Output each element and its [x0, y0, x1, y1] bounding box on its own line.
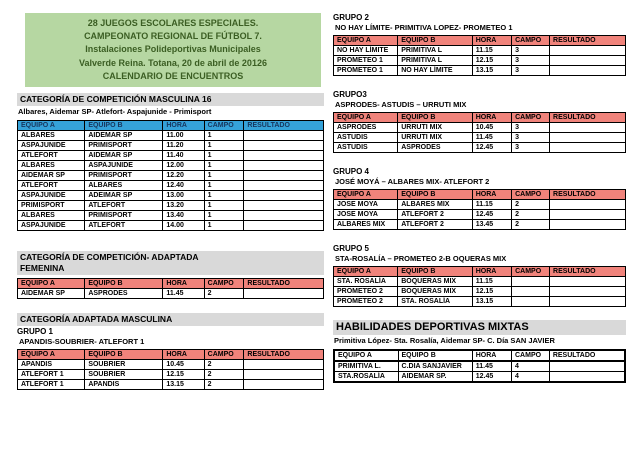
match-cell: 1 — [204, 171, 244, 181]
group-block-grupo3 — [333, 89, 626, 153]
match-row — [18, 131, 324, 141]
section-heading-adaptada-femenina — [17, 251, 324, 275]
match-cell: AIDEMAR SP — [18, 289, 85, 299]
column-header: CAMPO — [204, 350, 244, 360]
match-cell — [244, 370, 324, 380]
header-line-games: 28 JUEGOS ESCOLARES ESPECIALES. — [87, 18, 259, 28]
match-cell: APANDIS — [18, 360, 85, 370]
match-cell: ATLEFORT — [85, 201, 163, 211]
match-cell: 12.45 — [472, 210, 511, 220]
match-cell — [244, 360, 324, 370]
match-cell: AIDEMAR SP — [18, 171, 85, 181]
match-cell — [550, 220, 626, 230]
match-cell: 1 — [204, 151, 244, 161]
match-cell: ATLEFORT — [18, 151, 85, 161]
match-cell: URRUTI MIX — [398, 123, 472, 133]
match-row — [334, 123, 626, 133]
match-row — [18, 161, 324, 171]
right-column — [333, 12, 626, 383]
match-cell: 1 — [204, 161, 244, 171]
match-cell: 12.40 — [163, 181, 204, 191]
column-header: EQUIPO B — [85, 279, 163, 289]
column-header: CAMPO — [512, 36, 550, 46]
match-cell — [512, 277, 550, 287]
schedule-table-grupo4 — [333, 189, 626, 230]
match-cell: ASTUDIS — [334, 143, 398, 153]
left-column — [17, 93, 324, 390]
match-row — [334, 287, 626, 297]
column-header: EQUIPO B — [85, 121, 163, 131]
match-cell: 1 — [204, 221, 244, 231]
match-cell: 3 — [512, 66, 550, 76]
match-row — [18, 191, 324, 201]
match-row — [18, 151, 324, 161]
match-cell: 1 — [204, 141, 244, 151]
match-cell: ATLEFORT — [18, 181, 85, 191]
schedule-table-grupo3 — [333, 112, 626, 153]
table-header-row — [334, 350, 625, 361]
match-row — [334, 361, 625, 372]
match-row — [334, 297, 626, 307]
column-header: HORA — [472, 350, 511, 361]
match-row — [334, 210, 626, 220]
match-cell: ATLEFORT 2 — [398, 220, 472, 230]
match-cell: 1 — [204, 201, 244, 211]
match-cell — [244, 380, 324, 390]
match-cell: 4 — [512, 361, 550, 372]
match-cell: 3 — [512, 133, 550, 143]
match-cell: 1 — [204, 211, 244, 221]
match-cell: 3 — [512, 143, 550, 153]
match-cell — [244, 141, 324, 151]
column-header: EQUIPO A — [334, 113, 398, 123]
column-header: HORA — [472, 36, 511, 46]
match-cell: 3 — [512, 46, 550, 56]
column-header: HORA — [472, 267, 511, 277]
match-cell: C.DIA SANJAVIER — [398, 361, 472, 372]
match-cell: 3 — [512, 123, 550, 133]
habilidades-teams-subtitle: Primitiva López- Sta. Rosalía, Aidemar SP- C. Día SAN JAVIER — [334, 336, 555, 345]
match-cell: PROMETEO 1 — [334, 66, 398, 76]
group-teams-grupo1: APANDIS-SOUBRIER- ATLEFORT 1 — [19, 337, 145, 346]
group-teams-grupo3: ASPRODES- ASTUDIS – URRUTI MIX — [335, 100, 467, 109]
table-header-row — [18, 121, 324, 131]
table-header-row — [334, 190, 626, 200]
group-block-grupo5 — [333, 243, 626, 307]
match-cell: ASPRODES — [85, 289, 163, 299]
group-teams-grupo4: JOSÉ MOYÁ – ALBARES MIX- ATLEFORT 2 — [335, 177, 490, 186]
match-cell: ASPRODES — [334, 123, 398, 133]
match-cell: ALBARES — [18, 131, 85, 141]
group-teams-grupo5: STA-ROSALÍA – PROMETEO 2-B OQUERAS MIX — [335, 254, 507, 263]
column-header: EQUIPO A — [334, 267, 398, 277]
match-row — [334, 66, 626, 76]
match-row — [334, 46, 626, 56]
match-cell — [512, 297, 550, 307]
group-label-grupo1: GRUPO 1 — [17, 327, 54, 336]
match-cell — [244, 221, 324, 231]
header-line-calendar: CALENDARIO DE ENCUENTROS — [102, 70, 244, 81]
match-cell: 11.15 — [472, 277, 511, 287]
match-cell — [550, 143, 626, 153]
column-header: CAMPO — [512, 267, 550, 277]
match-cell: 11.45 — [472, 133, 511, 143]
column-header: EQUIPO B — [398, 113, 472, 123]
match-cell: STA. ROSALÍA — [334, 277, 398, 287]
match-cell: NO HAY LÍMITE — [334, 46, 398, 56]
column-header: EQUIPO A — [334, 190, 398, 200]
match-row — [334, 220, 626, 230]
match-cell: 4 — [512, 372, 550, 383]
match-cell — [550, 66, 626, 76]
match-row — [18, 171, 324, 181]
column-header: RESULTADO — [244, 279, 324, 289]
match-cell: STA.ROSALÍA — [334, 372, 398, 383]
match-cell: SOUBRIER — [85, 360, 163, 370]
match-cell — [244, 211, 324, 221]
match-cell: ALBARES — [18, 161, 85, 171]
match-cell: STA. ROSALÍA — [398, 297, 472, 307]
match-cell: ATLEFORT 2 — [398, 210, 472, 220]
match-row — [18, 360, 324, 370]
schedule-table-masculina — [17, 120, 324, 231]
match-cell: URRUTI MIX — [398, 133, 472, 143]
match-cell — [244, 151, 324, 161]
table-header-row — [334, 113, 626, 123]
match-cell: 11.45 — [472, 361, 511, 372]
column-header: EQUIPO A — [18, 279, 85, 289]
match-cell — [550, 56, 626, 66]
match-cell: ASPAJUNIDE — [18, 191, 85, 201]
match-cell: 2 — [512, 200, 550, 210]
match-cell — [550, 200, 626, 210]
match-cell — [512, 287, 550, 297]
match-cell — [550, 123, 626, 133]
match-cell: 14.00 — [163, 221, 204, 231]
column-header: RESULTADO — [550, 267, 626, 277]
match-cell — [550, 277, 626, 287]
column-header: CAMPO — [204, 121, 244, 131]
match-cell: PRIMISPORT — [85, 141, 163, 151]
match-row — [334, 143, 626, 153]
column-header: EQUIPO B — [398, 350, 472, 361]
match-cell: 12.45 — [472, 143, 511, 153]
match-row — [18, 211, 324, 221]
match-cell: 2 — [204, 289, 244, 299]
match-cell: BOQUERAS MIX — [398, 287, 472, 297]
match-cell: PROMETEO 2 — [334, 297, 398, 307]
match-cell: ALBARES — [85, 181, 163, 191]
match-cell — [550, 210, 626, 220]
match-cell: 12.15 — [163, 370, 204, 380]
match-cell: PROMETEO 1 — [334, 56, 398, 66]
match-cell: AIDEMAR SP. — [398, 372, 472, 383]
column-header: CAMPO — [512, 350, 550, 361]
match-cell: 11.15 — [472, 46, 511, 56]
match-cell: 11.40 — [163, 151, 204, 161]
match-cell: PRIMISPORT — [18, 201, 85, 211]
match-cell: 11.15 — [472, 200, 511, 210]
match-cell: 2 — [204, 360, 244, 370]
match-cell: ALBARES MIX — [398, 200, 472, 210]
group-teams-grupo2: NO HAY LÍMITE- PRIMITIVA LOPEZ- PROMETEO 1 — [335, 23, 513, 32]
match-cell: ASPRODES — [398, 143, 472, 153]
column-header: CAMPO — [204, 279, 244, 289]
match-row — [334, 200, 626, 210]
match-cell: 12.00 — [163, 161, 204, 171]
header-line-venue: Instalaciones Polideportivas Municipales — [85, 44, 261, 55]
match-cell: 13.00 — [163, 191, 204, 201]
match-cell: PRIMISPORT — [85, 171, 163, 181]
column-header: EQUIPO A — [334, 36, 398, 46]
match-cell: 12.15 — [472, 56, 511, 66]
match-cell: 2 — [512, 220, 550, 230]
match-cell: BOQUERAS MIX — [398, 277, 472, 287]
column-header: EQUIPO B — [85, 350, 163, 360]
match-cell: PROMETEO 2 — [334, 287, 398, 297]
column-header: RESULTADO — [550, 36, 626, 46]
column-header: HORA — [472, 113, 511, 123]
section-heading-habilidades: HABILIDADES DEPORTIVAS MIXTAS — [333, 320, 626, 335]
match-cell: 12.15 — [472, 287, 511, 297]
match-cell: 11.45 — [163, 289, 204, 299]
match-cell: ADEIMAR SP — [85, 191, 163, 201]
match-row — [334, 372, 625, 383]
match-cell: ASTUDIS — [334, 133, 398, 143]
column-header: EQUIPO B — [398, 267, 472, 277]
match-cell: 11.00 — [163, 131, 204, 141]
tournament-header — [25, 13, 321, 87]
match-cell: AIDEMAR SP — [85, 151, 163, 161]
schedule-table-grupo5 — [333, 266, 626, 307]
match-row — [18, 370, 324, 380]
schedule-table-grupo1 — [17, 349, 324, 390]
match-cell: 1 — [204, 131, 244, 141]
match-cell: PRIMITIVA L. — [334, 361, 398, 372]
group-label-grupo4: GRUPO 4 — [333, 167, 370, 176]
match-cell: APANDIS — [85, 380, 163, 390]
match-cell: 13.40 — [163, 211, 204, 221]
column-header: RESULTADO — [549, 350, 625, 361]
match-cell: 13.15 — [472, 66, 511, 76]
match-cell — [244, 181, 324, 191]
match-row — [18, 141, 324, 151]
column-header: EQUIPO B — [398, 36, 472, 46]
column-header: EQUIPO A — [334, 350, 398, 361]
section-heading-masculina: CATEGORÍA DE COMPETICIÓN MASCULINA 16 — [17, 93, 324, 106]
match-row — [334, 277, 626, 287]
match-cell: 13.15 — [472, 297, 511, 307]
match-cell — [244, 201, 324, 211]
column-header: EQUIPO B — [398, 190, 472, 200]
masculina-teams-subtitle: Albares, Aidemar SP- Atlefort- Aspajunide - Primisport — [18, 107, 212, 116]
column-header: RESULTADO — [550, 113, 626, 123]
match-cell — [244, 171, 324, 181]
column-header: RESULTADO — [550, 190, 626, 200]
section-heading-adaptada-masculina: CATEGORÍA ADAPTADA MASCULINA — [17, 313, 324, 326]
match-cell: ATLEFORT 1 — [18, 370, 85, 380]
match-cell: ALBARES — [18, 211, 85, 221]
match-cell: 3 — [512, 56, 550, 66]
match-cell — [244, 191, 324, 201]
table-header-row — [334, 36, 626, 46]
match-cell: ALBARES MIX — [334, 220, 398, 230]
column-header: HORA — [472, 190, 511, 200]
match-cell: 1 — [204, 181, 244, 191]
match-cell: PRIMISPORT — [85, 211, 163, 221]
match-cell: ATLEFORT — [85, 221, 163, 231]
match-cell: JOSE MOYA — [334, 200, 398, 210]
match-row — [18, 201, 324, 211]
match-cell: 12.45 — [472, 372, 511, 383]
header-line-championship: CAMPEONATO REGIONAL DE FÚTBOL 7. — [84, 31, 262, 42]
match-cell — [549, 372, 625, 383]
group-label-grupo3: GRUPO3 — [333, 90, 367, 99]
table-header-row — [334, 267, 626, 277]
group-block-grupo4 — [333, 166, 626, 230]
match-cell: 13.15 — [163, 380, 204, 390]
match-cell: SOUBRIER — [85, 370, 163, 380]
match-cell: ASPAJUNIDE — [18, 141, 85, 151]
match-cell: 1 — [204, 191, 244, 201]
match-cell: 10.45 — [163, 360, 204, 370]
match-cell — [244, 161, 324, 171]
match-row — [18, 181, 324, 191]
match-cell: 2 — [204, 380, 244, 390]
match-cell — [549, 361, 625, 372]
match-cell: PRIMITIVA L — [398, 56, 472, 66]
group-label-grupo5: GRUPO 5 — [333, 244, 370, 253]
match-cell: PRIMITIVA L — [398, 46, 472, 56]
header-line-date: Valverde Reina. Totana, 20 de abril de 20126 — [79, 57, 267, 68]
match-cell — [550, 287, 626, 297]
match-cell — [550, 297, 626, 307]
column-header: RESULTADO — [244, 350, 324, 360]
column-header: HORA — [163, 350, 204, 360]
match-cell: NO HAY LÍMITE — [398, 66, 472, 76]
match-row — [18, 380, 324, 390]
match-row — [18, 289, 324, 299]
column-header: HORA — [163, 121, 204, 131]
match-cell: ASPAJUNIDE — [85, 161, 163, 171]
table-header-row — [18, 279, 324, 289]
column-header: RESULTADO — [244, 121, 324, 131]
heading-line-2: FEMENINA — [20, 263, 65, 273]
schedule-table-habilidades — [333, 349, 626, 383]
match-cell: ATLEFORT 1 — [18, 380, 85, 390]
match-cell — [550, 46, 626, 56]
column-header: HORA — [163, 279, 204, 289]
table-header-row — [18, 350, 324, 360]
match-cell: AIDEMAR SP — [85, 131, 163, 141]
schedule-table-adaptada-femenina — [17, 278, 324, 299]
match-row — [334, 133, 626, 143]
match-cell: 2 — [204, 370, 244, 380]
match-cell: 2 — [512, 210, 550, 220]
match-cell — [244, 131, 324, 141]
match-cell: 12.20 — [163, 171, 204, 181]
match-cell: JOSE MOYA — [334, 210, 398, 220]
heading-line-1: CATEGORÍA DE COMPETICIÓN- ADAPTADA — [20, 252, 199, 262]
section-block-habilidades — [333, 320, 626, 383]
group-block-grupo2 — [333, 12, 626, 76]
match-cell — [244, 289, 324, 299]
match-cell: 11.20 — [163, 141, 204, 151]
match-cell: 13.20 — [163, 201, 204, 211]
column-header: CAMPO — [512, 190, 550, 200]
group-label-grupo2: GRUPO 2 — [333, 13, 370, 22]
match-row — [18, 221, 324, 231]
column-header: EQUIPO A — [18, 350, 85, 360]
column-header: CAMPO — [512, 113, 550, 123]
schedule-table-grupo2 — [333, 35, 626, 76]
match-cell: 13.45 — [472, 220, 511, 230]
match-cell: ASPAJUNIDE — [18, 221, 85, 231]
match-row — [334, 56, 626, 66]
match-cell — [550, 133, 626, 143]
column-header: EQUIPO A — [18, 121, 85, 131]
match-cell: 10.45 — [472, 123, 511, 133]
